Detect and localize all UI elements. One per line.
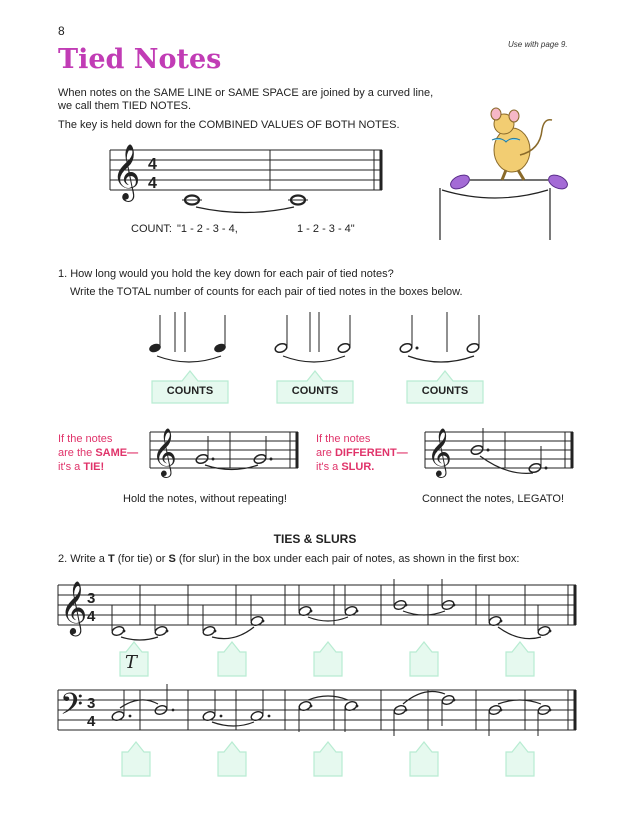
bass-exercise-staff <box>58 690 578 745</box>
svg-text:4: 4 <box>148 156 157 173</box>
bass-answer-box-2[interactable] <box>216 740 248 778</box>
svg-text:4: 4 <box>87 608 96 625</box>
bass-answer-box-1[interactable] <box>120 740 152 778</box>
svg-text:3: 3 <box>87 590 96 607</box>
slur-example-staff <box>425 427 575 476</box>
tied-pair-quarter <box>145 312 240 367</box>
treble-answer-box-5[interactable] <box>504 640 536 678</box>
tied-pair-dotted-half <box>395 312 490 367</box>
count-part-1: "1 - 2 - 3 - 4, <box>177 223 238 235</box>
count-part-2: 1 - 2 - 3 - 4" <box>297 223 355 235</box>
example-staff <box>110 144 385 210</box>
page-number: 8 <box>58 24 65 38</box>
treble-clef-icon: 𝄞 <box>112 144 141 200</box>
tie-curve <box>196 207 294 213</box>
treble-answer-box-2[interactable] <box>216 640 248 678</box>
svg-text:3: 3 <box>87 695 96 712</box>
treble-answer-box-3[interactable] <box>312 640 344 678</box>
treble-clef-icon: 𝄞 <box>60 580 88 634</box>
intro-line-1: When notes on the SAME LINE or SAME SPACE are joined by a curved line, <box>58 87 434 99</box>
tie-caption: Hold the notes, without repeating! <box>123 493 287 505</box>
tied-pair-half <box>270 312 365 367</box>
bass-answer-box-3[interactable] <box>312 740 344 778</box>
exercise-2-instruction: 2. Write a T (for tie) or S (for slur) in the box under each pair of notes, as shown in the first box: <box>58 553 520 565</box>
slur-explanation: If the notes are DIFFERENT— it's a SLUR. <box>316 433 408 473</box>
slur-caption: Connect the notes, LEGATO! <box>421 493 565 505</box>
counts-box-3[interactable]: COUNTS <box>421 385 469 397</box>
treble-clef-icon: 𝄞 <box>427 427 452 476</box>
counts-box-1[interactable]: COUNTS <box>166 385 214 397</box>
intro-line-2: we call them TIED NOTES. <box>58 100 192 112</box>
mouse-tightrope-illustration <box>440 110 580 250</box>
bass-clef-icon: 𝄢 <box>60 688 84 729</box>
exercise-1-line-1: 1. How long would you hold the key down for each pair of tied notes? <box>58 268 394 280</box>
counts-box-2[interactable]: COUNTS <box>291 385 339 397</box>
ties-slurs-heading: TIES & SLURS <box>273 532 357 546</box>
svg-text:4: 4 <box>148 175 157 192</box>
page-title: Tied Notes <box>58 44 222 75</box>
count-label: COUNT: <box>131 223 172 235</box>
use-with-note: Use with page 9. <box>508 40 568 49</box>
treble-exercise-staff <box>58 580 578 640</box>
bass-answer-box-4[interactable] <box>408 740 440 778</box>
treble-clef-icon: 𝄞 <box>152 427 177 476</box>
intro-line-3: The key is held down for the COMBINED VALUES OF BOTH NOTES. <box>58 119 400 131</box>
tie-explanation: If the notes are the SAME— it's a TIE! <box>58 433 139 473</box>
exercise-1-line-2: Write the TOTAL number of counts for each pair of tied notes in the boxes below. <box>70 286 463 298</box>
svg-text:4: 4 <box>87 713 96 730</box>
treble-answer-box-4[interactable] <box>408 640 440 678</box>
first-answer: T <box>125 652 138 673</box>
bass-answer-box-5[interactable] <box>504 740 536 778</box>
tie-example-staff <box>150 427 300 476</box>
